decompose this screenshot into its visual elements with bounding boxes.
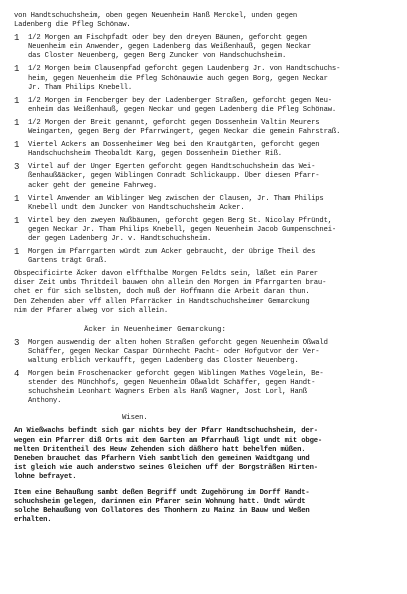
- text-line: Obspecificirte Äcker davon elffthalbe Morgen Feldts sein, läßet ein Parer: [14, 270, 318, 279]
- text-line: das Closter Neuenberg, gegen Berg Zuncker von Handschuchsheim.: [28, 52, 287, 61]
- text-line: Weingarten, gegen Berg der Pfarrwingert, gegen Neckar die gemein Fahrstraß.: [28, 128, 341, 137]
- intro-paragraph: [14, 12, 397, 30]
- text-line: waltung erblich verkaufft, gegen Ladenberg das Closter Neuenberg.: [28, 356, 299, 365]
- text-line: solche Behaußung von Collatores des Thonhern zu Mainz in Bauw und Weßen: [14, 507, 310, 516]
- text-line: lohne befrayet.: [14, 472, 77, 481]
- field-entry: [14, 339, 397, 366]
- text-line: wegen ein Pfarrer diß Orts mit dem Garten am Pfarrhauß ligt undt mit obge-: [14, 436, 323, 445]
- text-line: Virtel bey den zweyen Nußbäumen, geforcht gegen Berg St. Nicolay Pfründt,: [28, 216, 332, 225]
- text-line: schuchsheim gelegen, darinnen ein Pfarer sein Wohnung hatt. Undt würdt: [14, 498, 306, 507]
- text-line: ßenhauß&äcker, gegen Wiblingen Conradt Schlickaupp. Über diesen Pfarr-: [28, 172, 320, 181]
- field-entry: [14, 163, 397, 190]
- entry-number: 1: [14, 64, 20, 75]
- text-line: Jr. Tham Philips Knebell.: [28, 83, 133, 92]
- text-line: Morgen beim Froschenacker geforcht gegen Wiblingen Mathes Vögelein, Be-: [28, 370, 324, 378]
- field-entry: [14, 370, 397, 406]
- text-line: Knebell undt dem Juncker von Handtschuchsheim Acker.: [28, 203, 245, 212]
- meadow-paragraph: [14, 427, 397, 482]
- text-line: Virtel auf der Unger Egerten geforcht gegen Handtschuchsheim das Wei-: [28, 163, 316, 172]
- entry-number: 1: [14, 247, 20, 258]
- text-line: Ladenberg die Pfleg Schönaw.: [14, 21, 131, 30]
- field-entry: [14, 65, 397, 92]
- text-line: chet er für sich selbsten, doch muß der Hoffmann die Arbeit daran thun.: [14, 288, 310, 297]
- section-heading: Äcker in Neuenheimer Gemarckung:: [84, 325, 226, 334]
- text-line: Den Zehenden aber vff allen Pfarräcker in Handtschuchsheimer Gemarckung: [14, 297, 310, 306]
- summary-paragraph: [14, 270, 397, 315]
- entry-number: 1: [14, 33, 20, 44]
- text-line: Item eine Behaußung sambt deßen Begriff undt Zugehörung im Dorff Handt-: [14, 489, 310, 498]
- text-line: An Wießwachs befindt sich gar nichts bey der Pfarr Handtschuchsheim, der-: [14, 427, 318, 436]
- field-list: [14, 34, 397, 266]
- entry-number: 1: [14, 215, 20, 226]
- entry-number: 1: [14, 117, 20, 128]
- text-line: diser Zeit umbs Thritdeil bauwen ohn allein den Morgen im Pfarrgarten brau-: [14, 279, 327, 288]
- text-line: erhalten.: [14, 516, 52, 525]
- text-line: 1/2 Morgen beim Clausenpfad geforcht gegen Laudenberg Jr. von Handtschuchs-: [28, 65, 341, 74]
- text-line: 1/2 Morgen der Breit genannt, geforcht gegen Dossenheim Valtin Meurers: [28, 118, 320, 127]
- entry-number: 1: [14, 193, 20, 204]
- house-paragraph: [14, 489, 397, 525]
- text-line: Morgen im Pfarrgarten würdt zum Acker gebraucht, der übrige Theil des: [28, 248, 316, 257]
- field-entry: [14, 195, 397, 213]
- field-entry: [14, 119, 397, 137]
- text-line: 1/2 Morgen im Fencberger bey der Ladenberger Straßen, geforcht gegen Neu-: [28, 96, 332, 105]
- text-line: Gartens trägt Graß.: [28, 257, 108, 266]
- text-line: acker geht der gemeine Fahrweg.: [28, 181, 158, 190]
- field-list-neuenheim: [14, 339, 397, 407]
- text-line: Schäffer, gegen Neckar Caspar Dürnhecht Pacht- oder Hofgutvor der Ver-: [28, 347, 320, 356]
- text-line: Anthony.: [28, 397, 62, 406]
- text-line: melten Dritentheil des Heuw Zehenden sich däßhero hatt behelfen müßen.: [14, 445, 306, 454]
- text-line: enheim das Weißenhauß, gegen Neckar und gegen Ladenberg die Pfleg Schönaw.: [28, 105, 337, 114]
- text-line: von Handtschuchsheim, oben gegen Neuenheim Hanß Merckel, unden gegen: [14, 12, 298, 20]
- text-line: heim, gegen Neuenheim die Pfleg Schönauwie auch gegen Borg, gegen Neckar: [28, 74, 328, 83]
- entry-number: 1: [14, 140, 20, 151]
- text-line: schuchsheim Leonhart Wagners Erben als Hanß Wagner, Jost Lorl, Hanß: [28, 388, 307, 397]
- entry-number: 1: [14, 95, 20, 106]
- field-entry: [14, 248, 397, 266]
- field-entry: [14, 34, 397, 61]
- text-line: ist gleich wie auch anderstwo seines Gleichen uff der Borgsträßen Hirten-: [14, 463, 318, 472]
- text-line: gegen Neckar Jr. Tham Philips Knebell, gegen Neuenheim Jacob Gumpenschnei-: [28, 225, 337, 234]
- entry-number: 3: [14, 162, 20, 173]
- text-line: Neuenheim ein Anwender, gegen Ladenberg das Weißenhauß, gegen Neckar: [28, 43, 312, 52]
- entry-number: 4: [14, 369, 20, 379]
- field-entry: [14, 141, 397, 159]
- text-line: Virtel Anwender am Wiblinger Weg zwischen der Clausen, Jr. Tham Philips: [28, 194, 324, 203]
- text-line: Handschuchsheim Theobaldt Karg, gegen Dossenheim Diether Riß.: [28, 150, 282, 159]
- text-line: der gegen Ladenberg Jr. v. Handtschuchsheim.: [28, 234, 212, 243]
- text-line: 1/2 Morgen am Fischpfadt oder bey den dreyen Bäunen, geforcht gegen: [28, 34, 307, 43]
- text-line: Morgen auswendig der alten hohen Straßen geforcht gegen Neuenheim Oßwald: [28, 338, 328, 347]
- entry-number: 3: [14, 337, 20, 348]
- field-entry: [14, 217, 397, 244]
- text-line: Viertel Ackers am Dossenheimer Weg bei den Krautgärten, geforcht gegen: [28, 141, 320, 150]
- text-line: nim der Pfarer alweg vor sich allein.: [14, 306, 169, 315]
- wiesen-heading: Wisen.: [122, 414, 148, 423]
- field-entry: [14, 97, 397, 115]
- text-line: Deneben brauchet das Pfarhern Vieh sambtlich den gemeinen Waidtgang und: [14, 454, 310, 463]
- text-line: stender des Münchhofs, gegen Neuenheim Oßwaldt Schäffer, gegen Handt-: [28, 379, 316, 388]
